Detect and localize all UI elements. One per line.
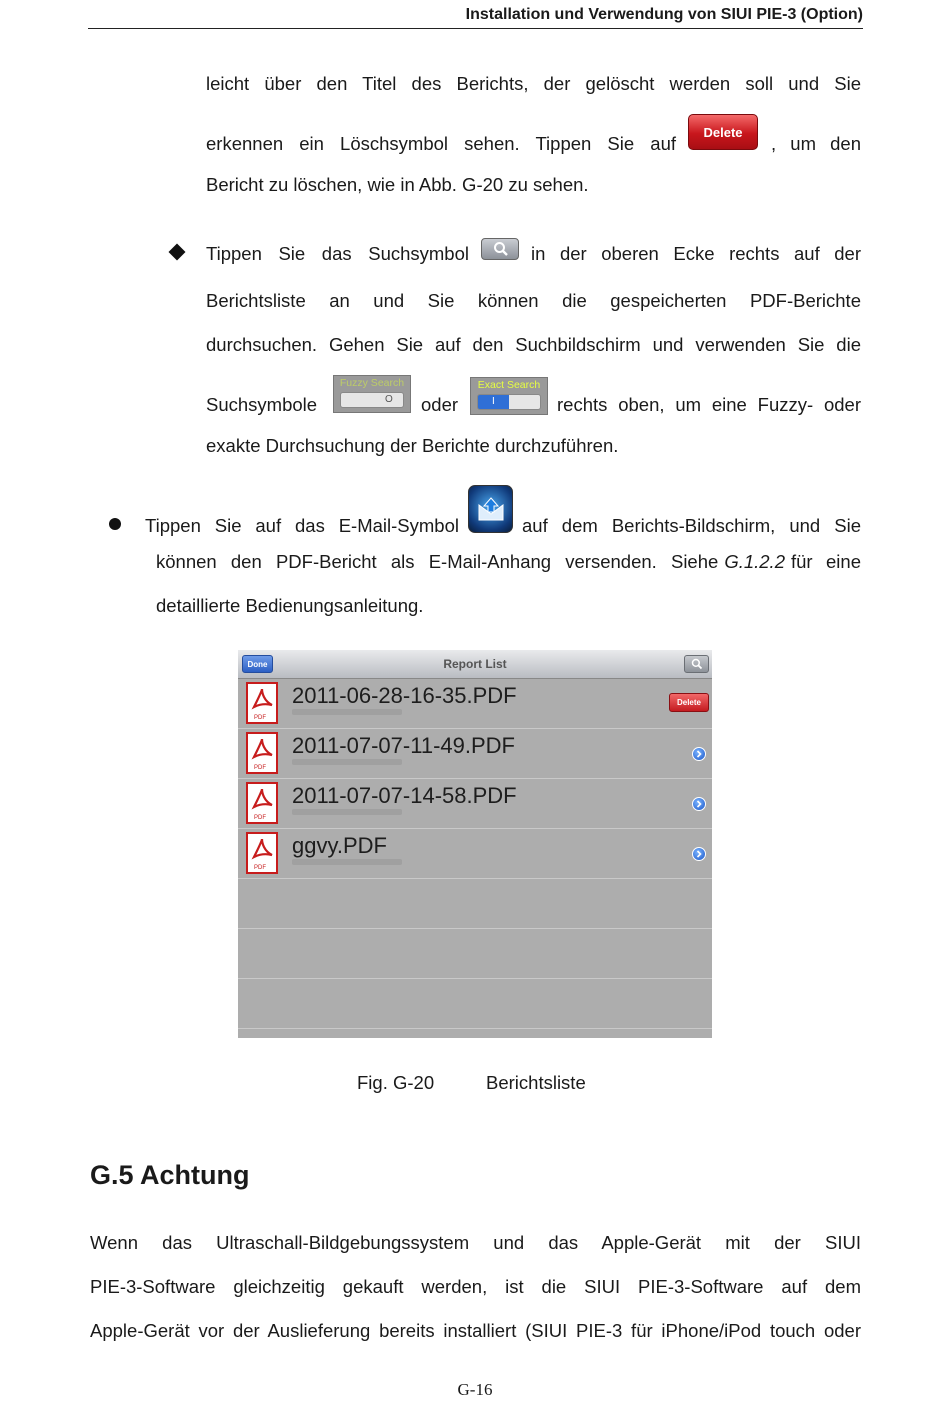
body-line-3: Bericht zu löschen, wie in Abb. G-20 zu sehen.: [206, 174, 589, 195]
pdf-file-icon: [246, 732, 278, 774]
pdf-tag: PDF: [254, 715, 266, 721]
bullet1-line1a: Tippen Sie das Suchsymbol: [206, 243, 469, 264]
fuzzy-search-label: Fuzzy Search: [339, 377, 405, 389]
running-header: [88, 6, 863, 29]
report-list-screenshot: [238, 650, 712, 1038]
bullet1-line1b: in der oberen Ecke rechts auf der: [531, 243, 861, 264]
section-line-1: Wenn das Ultraschall-Bildgebungssystem und das Apple-Gerät mit der SIUI: [90, 1232, 861, 1253]
section-reference: G.1.2.2: [724, 551, 785, 572]
bullet2-line2a: können den PDF-Bericht als E-Mail-Anhang versenden. Siehe: [156, 551, 719, 572]
diamond-bullet-icon: [169, 244, 186, 261]
report-row[interactable]: [238, 829, 712, 879]
pdf-tag: PDF: [254, 865, 266, 871]
done-button[interactable]: Done: [242, 655, 273, 673]
exact-search-switch-icon: [470, 377, 548, 415]
section-heading: G.5 Achtung: [90, 1160, 250, 1190]
report-list-title: Report List: [443, 657, 507, 671]
fuzzy-search-switch-icon: [333, 375, 411, 413]
row-delete-button[interactable]: Delete: [669, 693, 709, 712]
report-file-name: 2011-07-07-11-49.PDF: [292, 733, 515, 758]
pdf-file-icon: [246, 682, 278, 724]
round-bullet-icon: [109, 518, 121, 530]
navbar-search-icon[interactable]: [684, 655, 709, 673]
pdf-file-icon: [246, 782, 278, 824]
body-line-2a: erkennen ein Löschsymbol sehen. Tippen Sie auf: [206, 133, 676, 154]
figure-caption: Berichtsliste: [486, 1072, 586, 1093]
exact-switch-track: [477, 394, 541, 410]
report-file-name: 2011-06-28-16-35.PDF: [292, 683, 517, 708]
section-line-3: Apple-Gerät vor der Auslieferung bereits installiert (SIUI PIE-3 für iPhone/iPod touch oder: [90, 1320, 861, 1341]
fuzzy-switch-track: [340, 392, 404, 408]
empty-row: [238, 979, 712, 1029]
bullet1-line2: Berichtsliste an und Sie können die gespeicherten PDF-Berichte: [206, 290, 861, 311]
report-subtitle-blur: [292, 759, 402, 765]
empty-row: [238, 929, 712, 979]
report-file-name: ggvy.PDF: [292, 833, 387, 858]
bullet1-line5: exakte Durchsuchung der Berichte durchzuführen.: [206, 435, 619, 456]
bullet2-line1b: auf dem Berichts-Bildschirm, und Sie: [522, 515, 861, 536]
report-subtitle-blur: [292, 709, 402, 715]
exact-switch-state: I: [492, 396, 495, 407]
bullet2-line1a: Tippen Sie auf das E-Mail-Symbol: [145, 515, 459, 536]
pdf-tag: PDF: [254, 765, 266, 771]
report-list-navbar: [238, 650, 712, 679]
page-number: G-16: [457, 1380, 493, 1399]
bullet2-line2b: für eine: [791, 551, 861, 572]
disclosure-chevron-icon[interactable]: [692, 747, 706, 761]
report-subtitle-blur: [292, 809, 402, 815]
section-line-2: PIE-3-Software gleichzeitig gekauft werden, ist die SIUI PIE-3-Software auf dem: [90, 1276, 861, 1297]
bullet2-line3: detaillierte Bedienungsanleitung.: [156, 595, 424, 616]
report-row[interactable]: [238, 779, 712, 829]
bullet1-line4c: rechts oben, um eine Fuzzy- oder: [557, 394, 861, 415]
report-subtitle-blur: [292, 859, 402, 865]
body-line-2b: , um den: [771, 133, 861, 154]
disclosure-chevron-icon[interactable]: [692, 797, 706, 811]
delete-button-icon: [688, 114, 758, 150]
body-line-1: leicht über den Titel des Berichts, der gelöscht werden soll und Sie: [206, 73, 861, 94]
exact-search-label: Exact Search: [477, 379, 541, 391]
bullet1-line4b: oder: [421, 394, 459, 415]
search-icon: [481, 238, 519, 260]
bullet1-line3: durchsuchen. Gehen Sie auf den Suchbildschirm und verwenden Sie die: [206, 334, 861, 355]
pdf-file-icon: [246, 832, 278, 874]
fuzzy-switch-state: O: [385, 394, 393, 405]
bullet1-line4a: Suchsymbole: [206, 394, 318, 415]
pdf-tag: PDF: [254, 815, 266, 821]
report-row[interactable]: [238, 679, 712, 729]
email-icon: [468, 485, 513, 533]
empty-row: [238, 879, 712, 929]
report-row[interactable]: [238, 729, 712, 779]
report-file-name: 2011-07-07-14-58.PDF: [292, 783, 517, 808]
bullet2-line2: [156, 551, 861, 573]
figure-number: Fig. G-20: [357, 1072, 435, 1093]
delete-button-label: Delete: [703, 124, 743, 140]
disclosure-chevron-icon[interactable]: [692, 847, 706, 861]
header-title: Installation und Verwendung von SIUI PIE-3 (Option): [465, 6, 863, 23]
